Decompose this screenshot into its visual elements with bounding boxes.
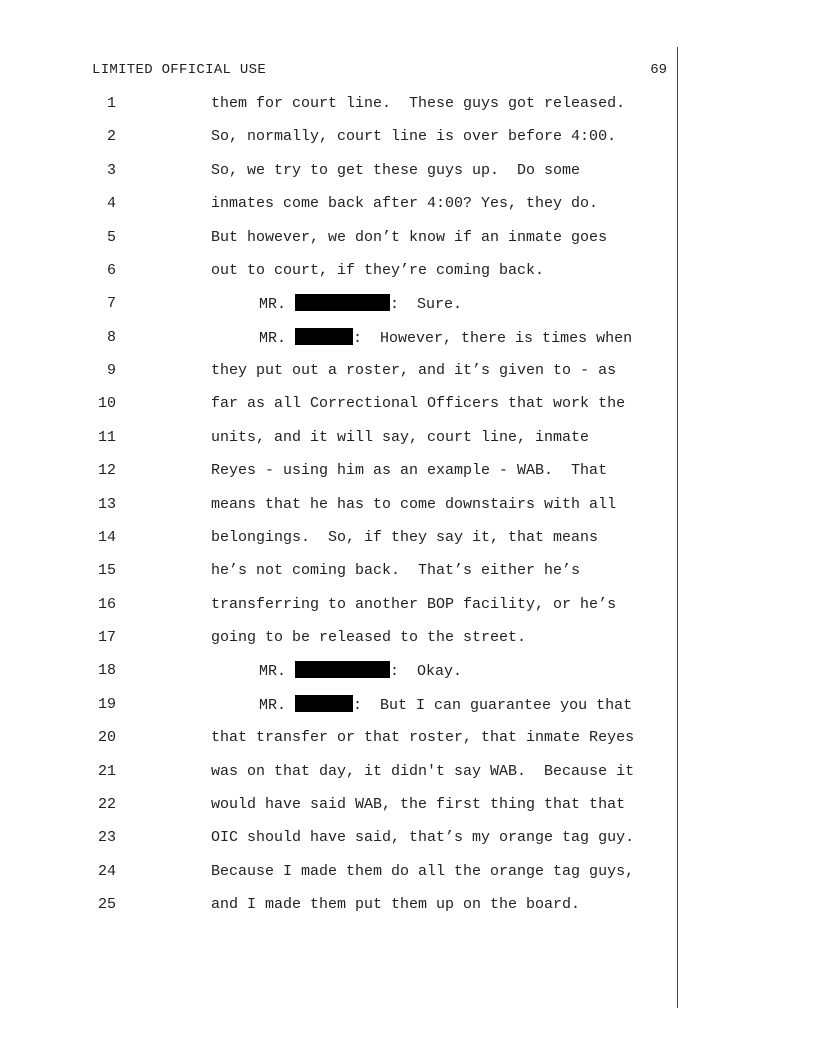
line-text: them for court line. These guys got released. xyxy=(211,95,626,112)
transcript-line xyxy=(0,762,676,795)
page-number: 69 xyxy=(650,62,667,78)
line-text: inmates come back after 4:00? Yes, they do. xyxy=(211,195,599,213)
line-number: 11 xyxy=(97,428,116,446)
redacted-name xyxy=(295,294,390,311)
transcript-line xyxy=(0,294,676,327)
transcript-line xyxy=(0,361,676,394)
transcript-line xyxy=(0,862,676,895)
transcript-line xyxy=(0,695,676,728)
line-text: going to be released to the street. xyxy=(211,629,527,646)
classification-header: LIMITED OFFICIAL USE xyxy=(92,62,267,78)
speaker-line xyxy=(259,328,632,349)
transcript-line xyxy=(0,728,676,761)
line-number: 3 xyxy=(106,161,116,179)
line-number: 4 xyxy=(106,195,116,213)
line-number: 13 xyxy=(97,495,116,513)
line-number: 2 xyxy=(106,128,116,146)
line-text: out to court, if they’re coming back. xyxy=(211,261,545,279)
line-number: 8 xyxy=(106,328,116,346)
line-number: 21 xyxy=(97,762,116,780)
transcript-line xyxy=(0,161,676,194)
line-text: : Okay. xyxy=(390,663,463,681)
transcript-line xyxy=(0,261,676,294)
transcript-line xyxy=(0,127,676,160)
line-text: OIC should have said, that’s my orange tag guy. xyxy=(211,829,635,847)
line-number: 25 xyxy=(97,896,116,913)
transcript-line xyxy=(0,394,676,427)
line-text: So, normally, court line is over before 4:00. xyxy=(211,128,617,146)
transcript-line xyxy=(0,561,676,594)
speaker-title: MR. xyxy=(259,329,287,347)
margin-rule xyxy=(677,47,678,1008)
line-text: But however, we don’t know if an inmate goes xyxy=(211,228,608,246)
line-number: 19 xyxy=(97,695,116,713)
line-number: 6 xyxy=(106,261,116,279)
line-text: they put out a roster, and it’s given to - as xyxy=(211,362,617,379)
transcript-line xyxy=(0,895,676,928)
speaker-line xyxy=(259,695,632,716)
redacted-name xyxy=(295,695,353,712)
line-number: 23 xyxy=(97,829,116,847)
transcript-line xyxy=(0,495,676,528)
line-text: : However, there is times when xyxy=(353,329,633,347)
line-number: 10 xyxy=(97,395,116,413)
line-text: that transfer or that roster, that inmate Reyes xyxy=(211,729,635,747)
redacted-name xyxy=(295,661,390,678)
line-text: Because I made them do all the orange tag guys, xyxy=(211,862,635,880)
line-number: 15 xyxy=(97,562,116,580)
speaker-title: MR. xyxy=(259,296,287,314)
transcript-line xyxy=(0,828,676,861)
line-number: 9 xyxy=(106,362,116,379)
line-text: : Sure. xyxy=(390,296,463,314)
speaker-line xyxy=(259,294,462,315)
line-text: far as all Correctional Officers that work the xyxy=(211,395,626,413)
transcript-line xyxy=(0,595,676,628)
transcript-line xyxy=(0,194,676,227)
line-number: 22 xyxy=(97,795,116,813)
transcript-line xyxy=(0,328,676,361)
line-text: : But I can guarantee you that xyxy=(353,696,633,714)
line-number: 20 xyxy=(97,729,116,747)
line-text: belongings. So, if they say it, that means xyxy=(211,528,599,546)
line-number: 24 xyxy=(97,862,116,880)
transcript-line xyxy=(0,461,676,494)
line-text: was on that day, it didn't say WAB. Because it xyxy=(211,762,635,780)
line-number: 5 xyxy=(106,228,116,246)
transcript-line xyxy=(0,795,676,828)
transcript-line xyxy=(0,228,676,261)
line-number: 1 xyxy=(106,95,116,112)
line-number: 14 xyxy=(97,528,116,546)
line-text: means that he has to come downstairs with all xyxy=(211,495,617,513)
transcript-line xyxy=(0,661,676,694)
line-text: Reyes - using him as an example - WAB. That xyxy=(211,462,608,480)
line-text: So, we try to get these guys up. Do some xyxy=(211,161,581,179)
line-number: 16 xyxy=(97,595,116,613)
redacted-name xyxy=(295,328,353,345)
transcript-line xyxy=(0,528,676,561)
line-text: would have said WAB, the first thing that that xyxy=(211,795,626,813)
speaker-title: MR. xyxy=(259,663,287,681)
transcript-line xyxy=(0,628,676,661)
transcript-line xyxy=(0,428,676,461)
line-text: units, and it will say, court line, inmate xyxy=(211,428,590,446)
line-number: 18 xyxy=(97,662,116,680)
line-number: 17 xyxy=(97,629,116,646)
speaker-title: MR. xyxy=(259,696,287,714)
line-number: 7 xyxy=(106,295,116,313)
transcript-line xyxy=(0,94,676,127)
line-number: 12 xyxy=(97,462,116,480)
line-text: and I made them put them up on the board. xyxy=(211,896,581,913)
line-text: transferring to another BOP facility, or he’s xyxy=(211,595,617,613)
line-text: he’s not coming back. That’s either he’s xyxy=(211,562,581,580)
speaker-line xyxy=(259,661,462,682)
